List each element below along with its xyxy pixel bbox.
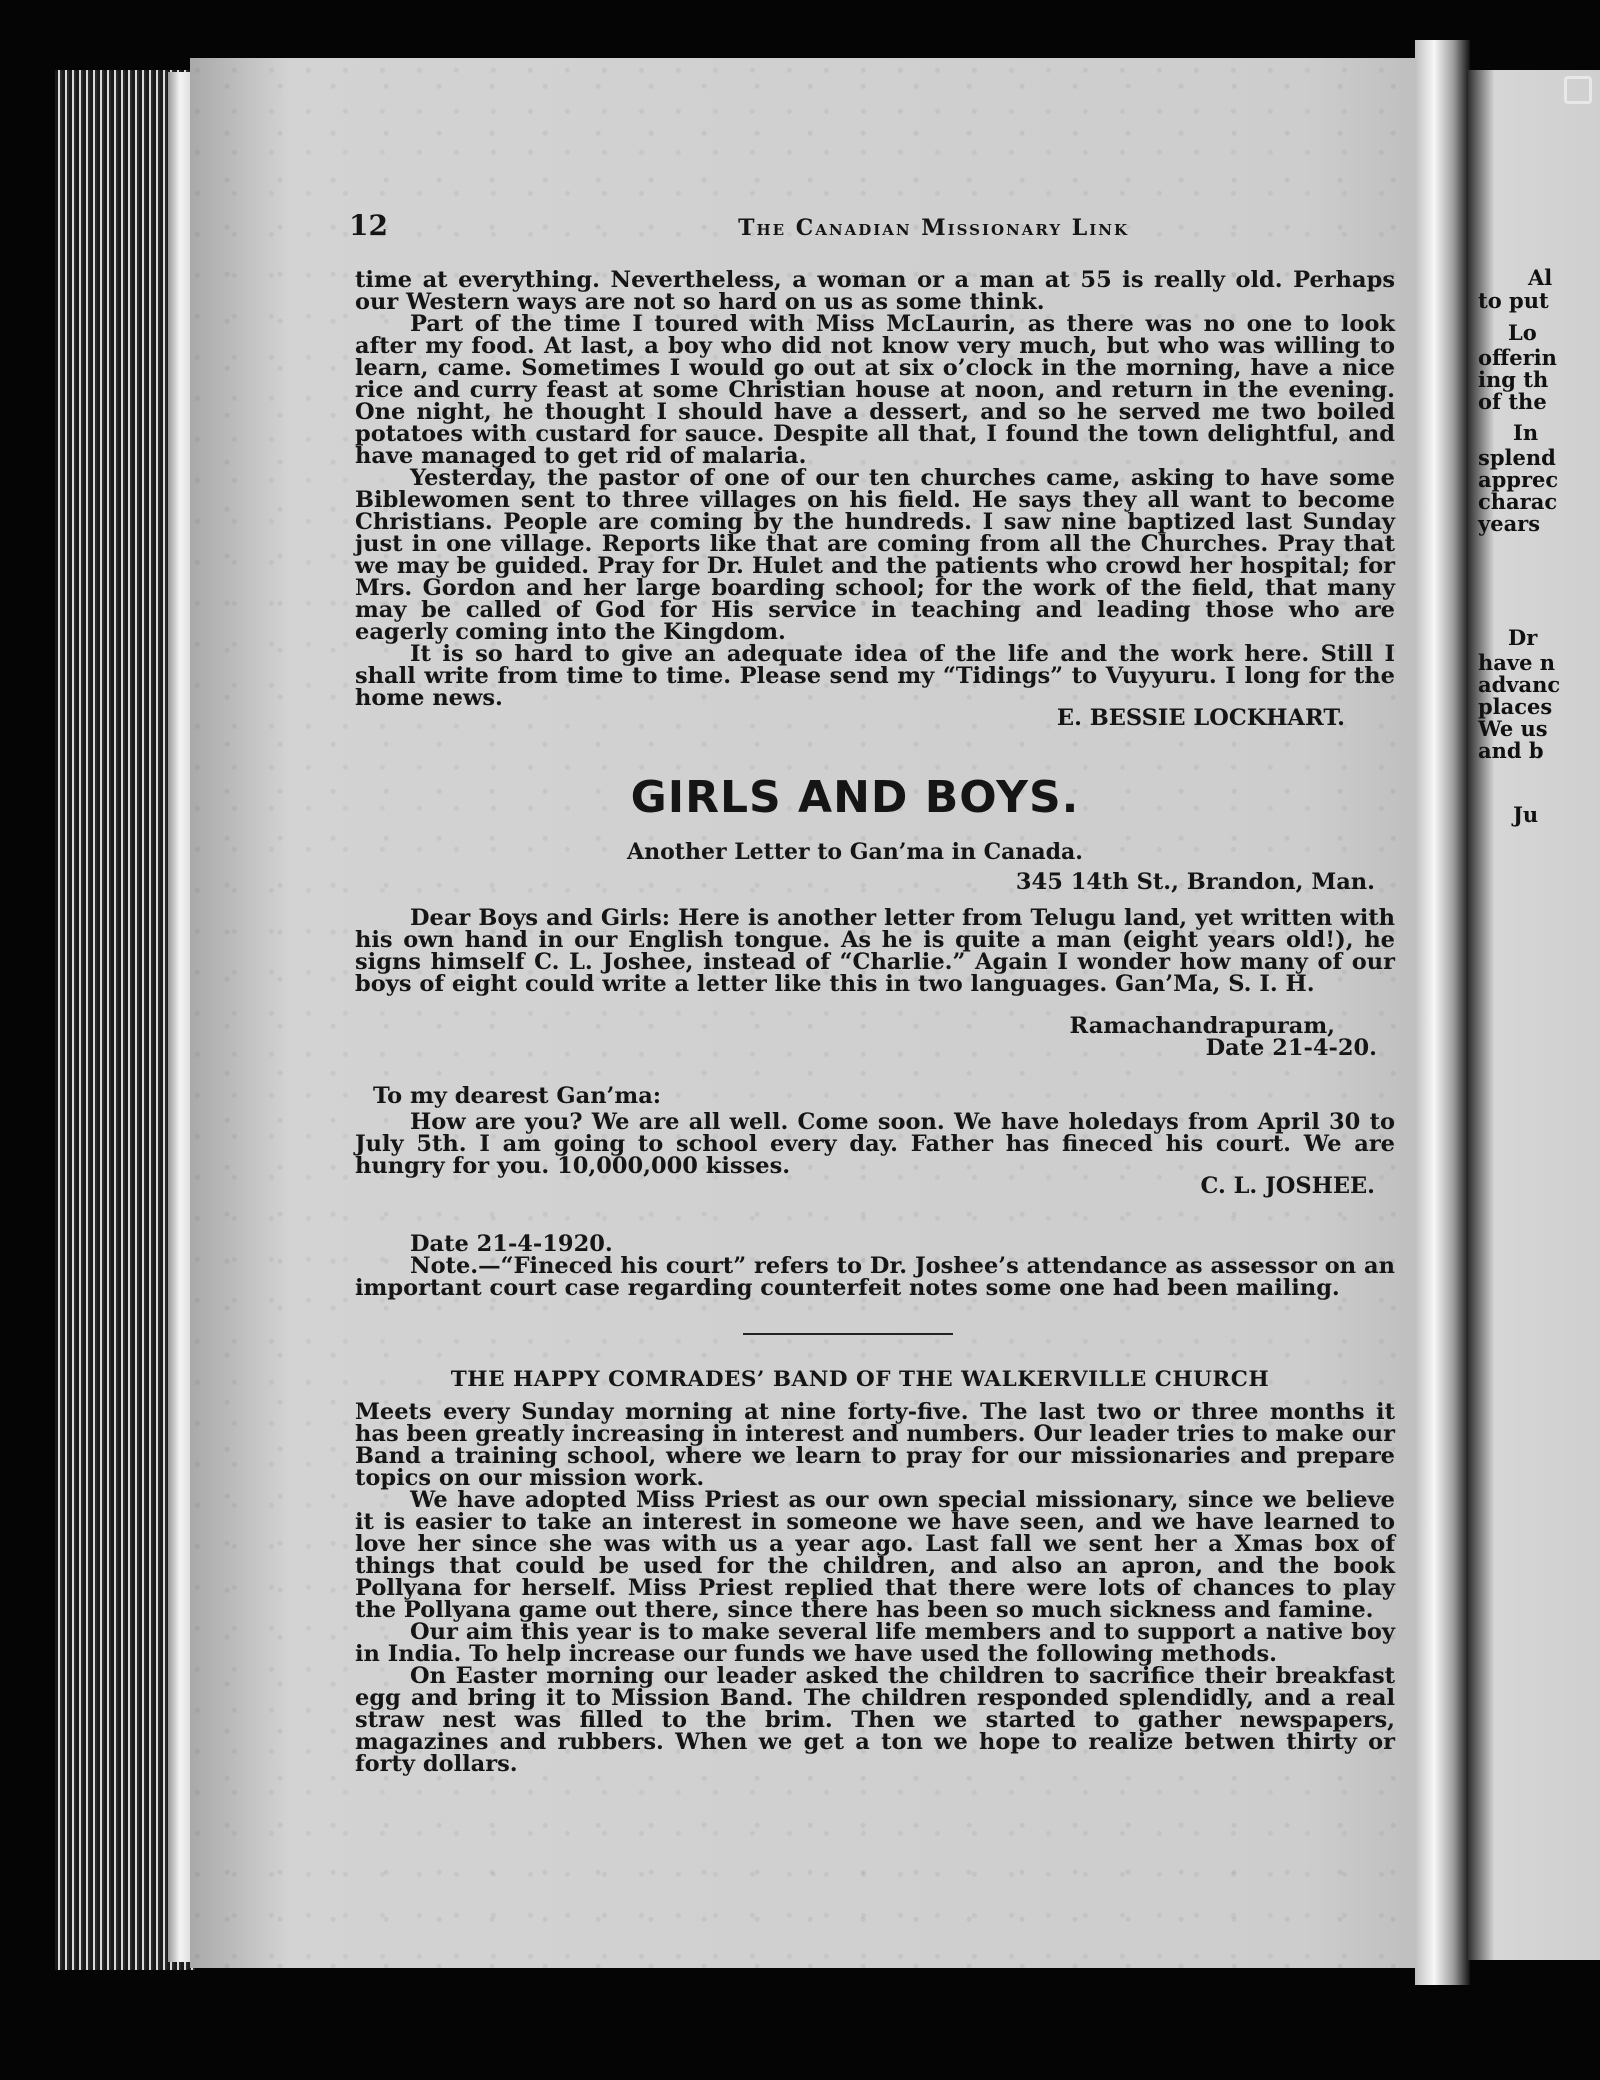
right-text-fragment: charac — [1478, 489, 1558, 514]
page-content — [349, 209, 1395, 1777]
note-paragraph: Note.—“Fineced his court” refers to Dr. Joshee’s attendance as assessor on an important court case regarding counterfeit notes some one had been mailing. — [355, 1253, 1395, 1301]
right-text-fragment: Lo — [1508, 320, 1537, 345]
right-text-fragment: years — [1478, 511, 1541, 536]
right-text-fragment: Ju — [1513, 802, 1539, 827]
section-divider — [743, 1333, 953, 1335]
right-text-fragment: places — [1478, 694, 1553, 719]
letter-paragraph: Part of the time I toured with Miss McLaurin, as there was no one to look after my food. At last, a boy who did not know very much, but who was willing to learn, came. Sometimes I would go out at six o’clock in the morning, have a nice rice and curry feast at some Christian house at noon, and return in the evening. One night, he thought I should have a dessert, and so he served me two boiled potatoes with custard for sauce. Despite all that, I found the town delightful, and have managed to get rid of malaria. — [355, 311, 1395, 469]
band-paragraph: We have adopted Miss Priest as our own special missionary, since we believe it is easier to take an interest in someone we have seen, and we have learned to love her since she was with us a year ago. Last fall we sent her a Xmas box of things that could be used for the children, and also an apron, and the book Pollyana for herself. Miss Priest replied that there were lots of chances to play the Pollyana game out there, since there has been so much sickness and famine. — [355, 1487, 1395, 1623]
right-text-fragment: In — [1513, 420, 1539, 445]
letter-paragraph: time at everything. Nevertheless, a woman or a man at 55 is really old. Perhaps our Western ways are not so hard on us as some think. — [355, 267, 1395, 315]
right-text-fragment: Dr — [1508, 625, 1538, 650]
page-number: 12 — [349, 209, 388, 242]
letter-paragraph: It is so hard to give an adequate idea of the life and the work here. Still I shall write from time to time. Please send my “Tidings” to Vuyyuru. I long for the home news. — [355, 641, 1395, 711]
letter-date-left: Date 21-4-1920. — [410, 1231, 613, 1257]
child-letter-body: How are you? We are all well. Come soon. We have holedays from April 30 to July 5th. I am going to school every day. Father has fineced his court. We are hungry for you. 10,000,000 kisses. — [355, 1109, 1395, 1179]
section-title: GIRLS AND BOYS. — [630, 772, 1080, 823]
right-text-fragment: to put — [1478, 288, 1549, 313]
right-text-fragment: Al — [1528, 265, 1553, 290]
letter-place: Ramachandrapuram, — [1069, 1013, 1335, 1039]
right-text-fragment: apprec — [1478, 467, 1559, 492]
letter-paragraph: Yesterday, the pastor of one of our ten churches came, asking to have some Biblewomen sent to three villages on his field. He says they all want to become Christians. People are coming by the hundreds. I saw nine baptized last Sunday just in one village. Reports like that are coming from all the Churches. Pray that we may be guided. Pray for Dr. Hulet and the patients who crowd her hospital; for Mrs. Gordon and her large boarding school; for the work of the field, that many may be called of God for His service in teaching and leading those who are eagerly coming into the Kingdom. — [355, 465, 1395, 645]
band-section-title: THE HAPPY COMRADES’ BAND OF THE WALKERVILLE CHURCH — [450, 1367, 1270, 1392]
band-paragraph: Our aim this year is to make several life members and to support a native boy in India. To help increase our funds we have used the following methods. — [355, 1619, 1395, 1667]
running-header — [349, 209, 1129, 242]
band-paragraph: Meets every Sunday morning at nine forty-five. The last two or three months it has been greatly increasing in interest and numbers. Our leader tries to make our Band a training school, where we learn to pray for our missionaries and prepare topics on our mission work. — [355, 1399, 1395, 1491]
right-text-fragment: splend — [1478, 445, 1556, 470]
letter-date: Date 21-4-20. — [1205, 1035, 1377, 1061]
right-text-fragment: We us — [1478, 716, 1548, 741]
sender-address: 345 14th St., Brandon, Man. — [1015, 869, 1375, 895]
book-gutter — [1415, 40, 1470, 1985]
article-subtitle: Another Letter to Gan’ma in Canada. — [627, 839, 1083, 865]
corner-mark-icon — [1564, 76, 1592, 104]
right-page-fragment — [1468, 70, 1600, 1960]
child-signature: C. L. JOSHEE. — [1200, 1173, 1375, 1199]
letter-signature: E. BESSIE LOCKHART. — [1056, 705, 1345, 731]
right-text-fragment: of the — [1478, 389, 1547, 414]
right-text-fragment: ing th — [1478, 367, 1549, 392]
right-text-fragment: offerin — [1478, 345, 1557, 370]
right-text-fragment: advanc — [1478, 672, 1561, 697]
band-paragraph: On Easter morning our leader asked the children to sacrifice their breakfast egg and bring it to Mission Band. The children responded splendidly, and a real straw nest was filled to the brim. Then we started to gather newspapers, magazines and rubbers. When we get a ton we hope to realize betwen thirty or forty dollars. — [355, 1663, 1395, 1777]
right-text-fragment: and b — [1478, 738, 1544, 763]
running-title: The Canadian Missionary Link — [738, 215, 1129, 241]
salutation: To my dearest Gan’ma: — [373, 1083, 662, 1109]
right-text-fragment: have n — [1478, 650, 1556, 675]
intro-paragraph: Dear Boys and Girls: Here is another letter from Telugu land, yet written with his own hand in our English tongue. As he is quite a man (eight years old!), he signs himself C. L. Joshee, instead of “Charlie.” Again I wonder how many of our boys of eight could write a letter like this in two languages. Gan’Ma, S. I. H. — [355, 905, 1395, 997]
